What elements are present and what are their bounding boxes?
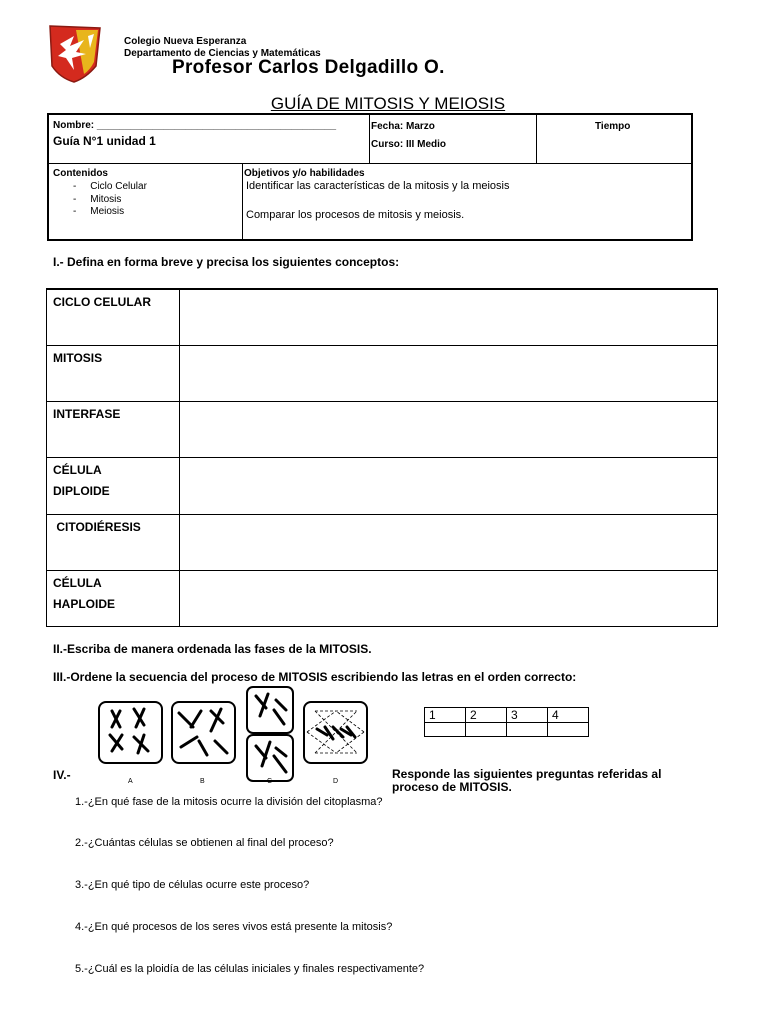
sequence-number: 2: [466, 708, 507, 723]
mitosis-figure-d: [303, 701, 368, 764]
figure-label: D: [333, 778, 339, 785]
department-name: Departamento de Ciencias y Matemáticas: [124, 47, 321, 59]
sequence-number: 1: [425, 708, 466, 723]
divider: [536, 115, 537, 163]
answer-cell[interactable]: [425, 723, 466, 737]
guide-number: Guía N°1 unidad 1: [53, 134, 156, 148]
question: 5.-¿Cuál es la ploidía de las células iniciales y finales respectivamente?: [75, 963, 425, 975]
list-item: - Mitosis: [73, 193, 122, 205]
chromosomes-icon: [98, 701, 163, 764]
table-row[interactable]: [47, 457, 717, 514]
concept-label: CICLO CELULAR: [53, 295, 151, 309]
objective-item: Comparar los procesos de mitosis y meiosis.: [246, 209, 465, 221]
header-box: [47, 113, 693, 241]
date-label: Fecha: Marzo: [371, 121, 435, 132]
concept-label: MITOSIS: [53, 351, 103, 365]
answer-cell[interactable]: [548, 723, 589, 737]
answer-cell[interactable]: [466, 723, 507, 737]
divider: [242, 163, 243, 239]
divider: [49, 163, 691, 164]
list-item: - Ciclo Celular: [73, 181, 147, 192]
mitosis-figure-b: [171, 701, 236, 764]
figure-label: B: [200, 778, 205, 785]
objective-item: Identificar las características de la mitosis y la meiosis: [246, 180, 510, 192]
divider: [369, 115, 370, 163]
contents-title: Contenidos: [53, 168, 108, 179]
spindle-icon: [303, 701, 368, 764]
question: 3.-¿En qué tipo de células ocurre este proceso?: [75, 879, 310, 891]
table-row[interactable]: [47, 345, 717, 402]
sequence-answer-table: [424, 707, 589, 737]
table-row[interactable]: [47, 570, 717, 627]
mitosis-figure-a: [98, 701, 163, 764]
figure-label: C: [267, 778, 273, 785]
section-1-heading: I.- Defina en forma breve y precisa los siguientes conceptos:: [53, 255, 400, 269]
mitosis-figure-c: [246, 686, 294, 786]
chromosomes-icon: [171, 701, 236, 764]
question: 4.-¿En qué procesos de los seres vivos está presente la mitosis?: [75, 921, 393, 933]
concept-label: INTERFASE: [53, 407, 121, 421]
page-title: GUÍA DE MITOSIS Y MEIOSIS: [270, 94, 506, 113]
chromosomes-icon: [246, 686, 294, 786]
section-2-heading: II.-Escriba de manera ordenada las fases de la MITOSIS.: [53, 642, 372, 656]
section-4-number: IV.-: [53, 768, 71, 782]
concept-label: CÉLULA HAPLOIDE: [53, 576, 116, 611]
table-row[interactable]: [47, 289, 717, 346]
figure-label: A: [128, 778, 133, 785]
question: 2.-¿Cuántas células se obtienen al final del proceso?: [75, 837, 334, 849]
school-shield-logo: [46, 22, 104, 84]
name-field[interactable]: Nombre: ___________________________________________: [53, 120, 337, 131]
concept-label: CITODIÉRESIS: [53, 520, 141, 534]
section-4-heading: Responde las siguientes preguntas referidas al proceso de MITOSIS.: [392, 767, 662, 794]
concept-label: CÉLULA DIPLOIDE: [53, 463, 110, 498]
sequence-number: 4: [548, 708, 589, 723]
contents-list: [73, 181, 147, 219]
school-info: [124, 36, 321, 59]
concepts-table: [46, 288, 718, 627]
professor-name: Profesor Carlos Delgadillo O.: [172, 57, 445, 78]
table-row[interactable]: [47, 514, 717, 571]
sequence-number: 3: [507, 708, 548, 723]
section-3-heading: III.-Ordene la secuencia del proceso de MITOSIS escribiendo las letras en el orden correcto:: [53, 670, 577, 684]
answer-cell[interactable]: [507, 723, 548, 737]
list-item: - Meiosis: [73, 206, 125, 217]
question: 1.-¿En qué fase de la mitosis ocurre la división del citoplasma?: [75, 796, 383, 808]
objectives-title: Objetivos y/o habilidades: [244, 168, 365, 179]
school-name: Colegio Nueva Esperanza: [124, 36, 247, 47]
time-label: Tiempo: [595, 121, 631, 132]
table-row[interactable]: [47, 401, 717, 458]
course-label: Curso: III Medio: [371, 139, 446, 150]
